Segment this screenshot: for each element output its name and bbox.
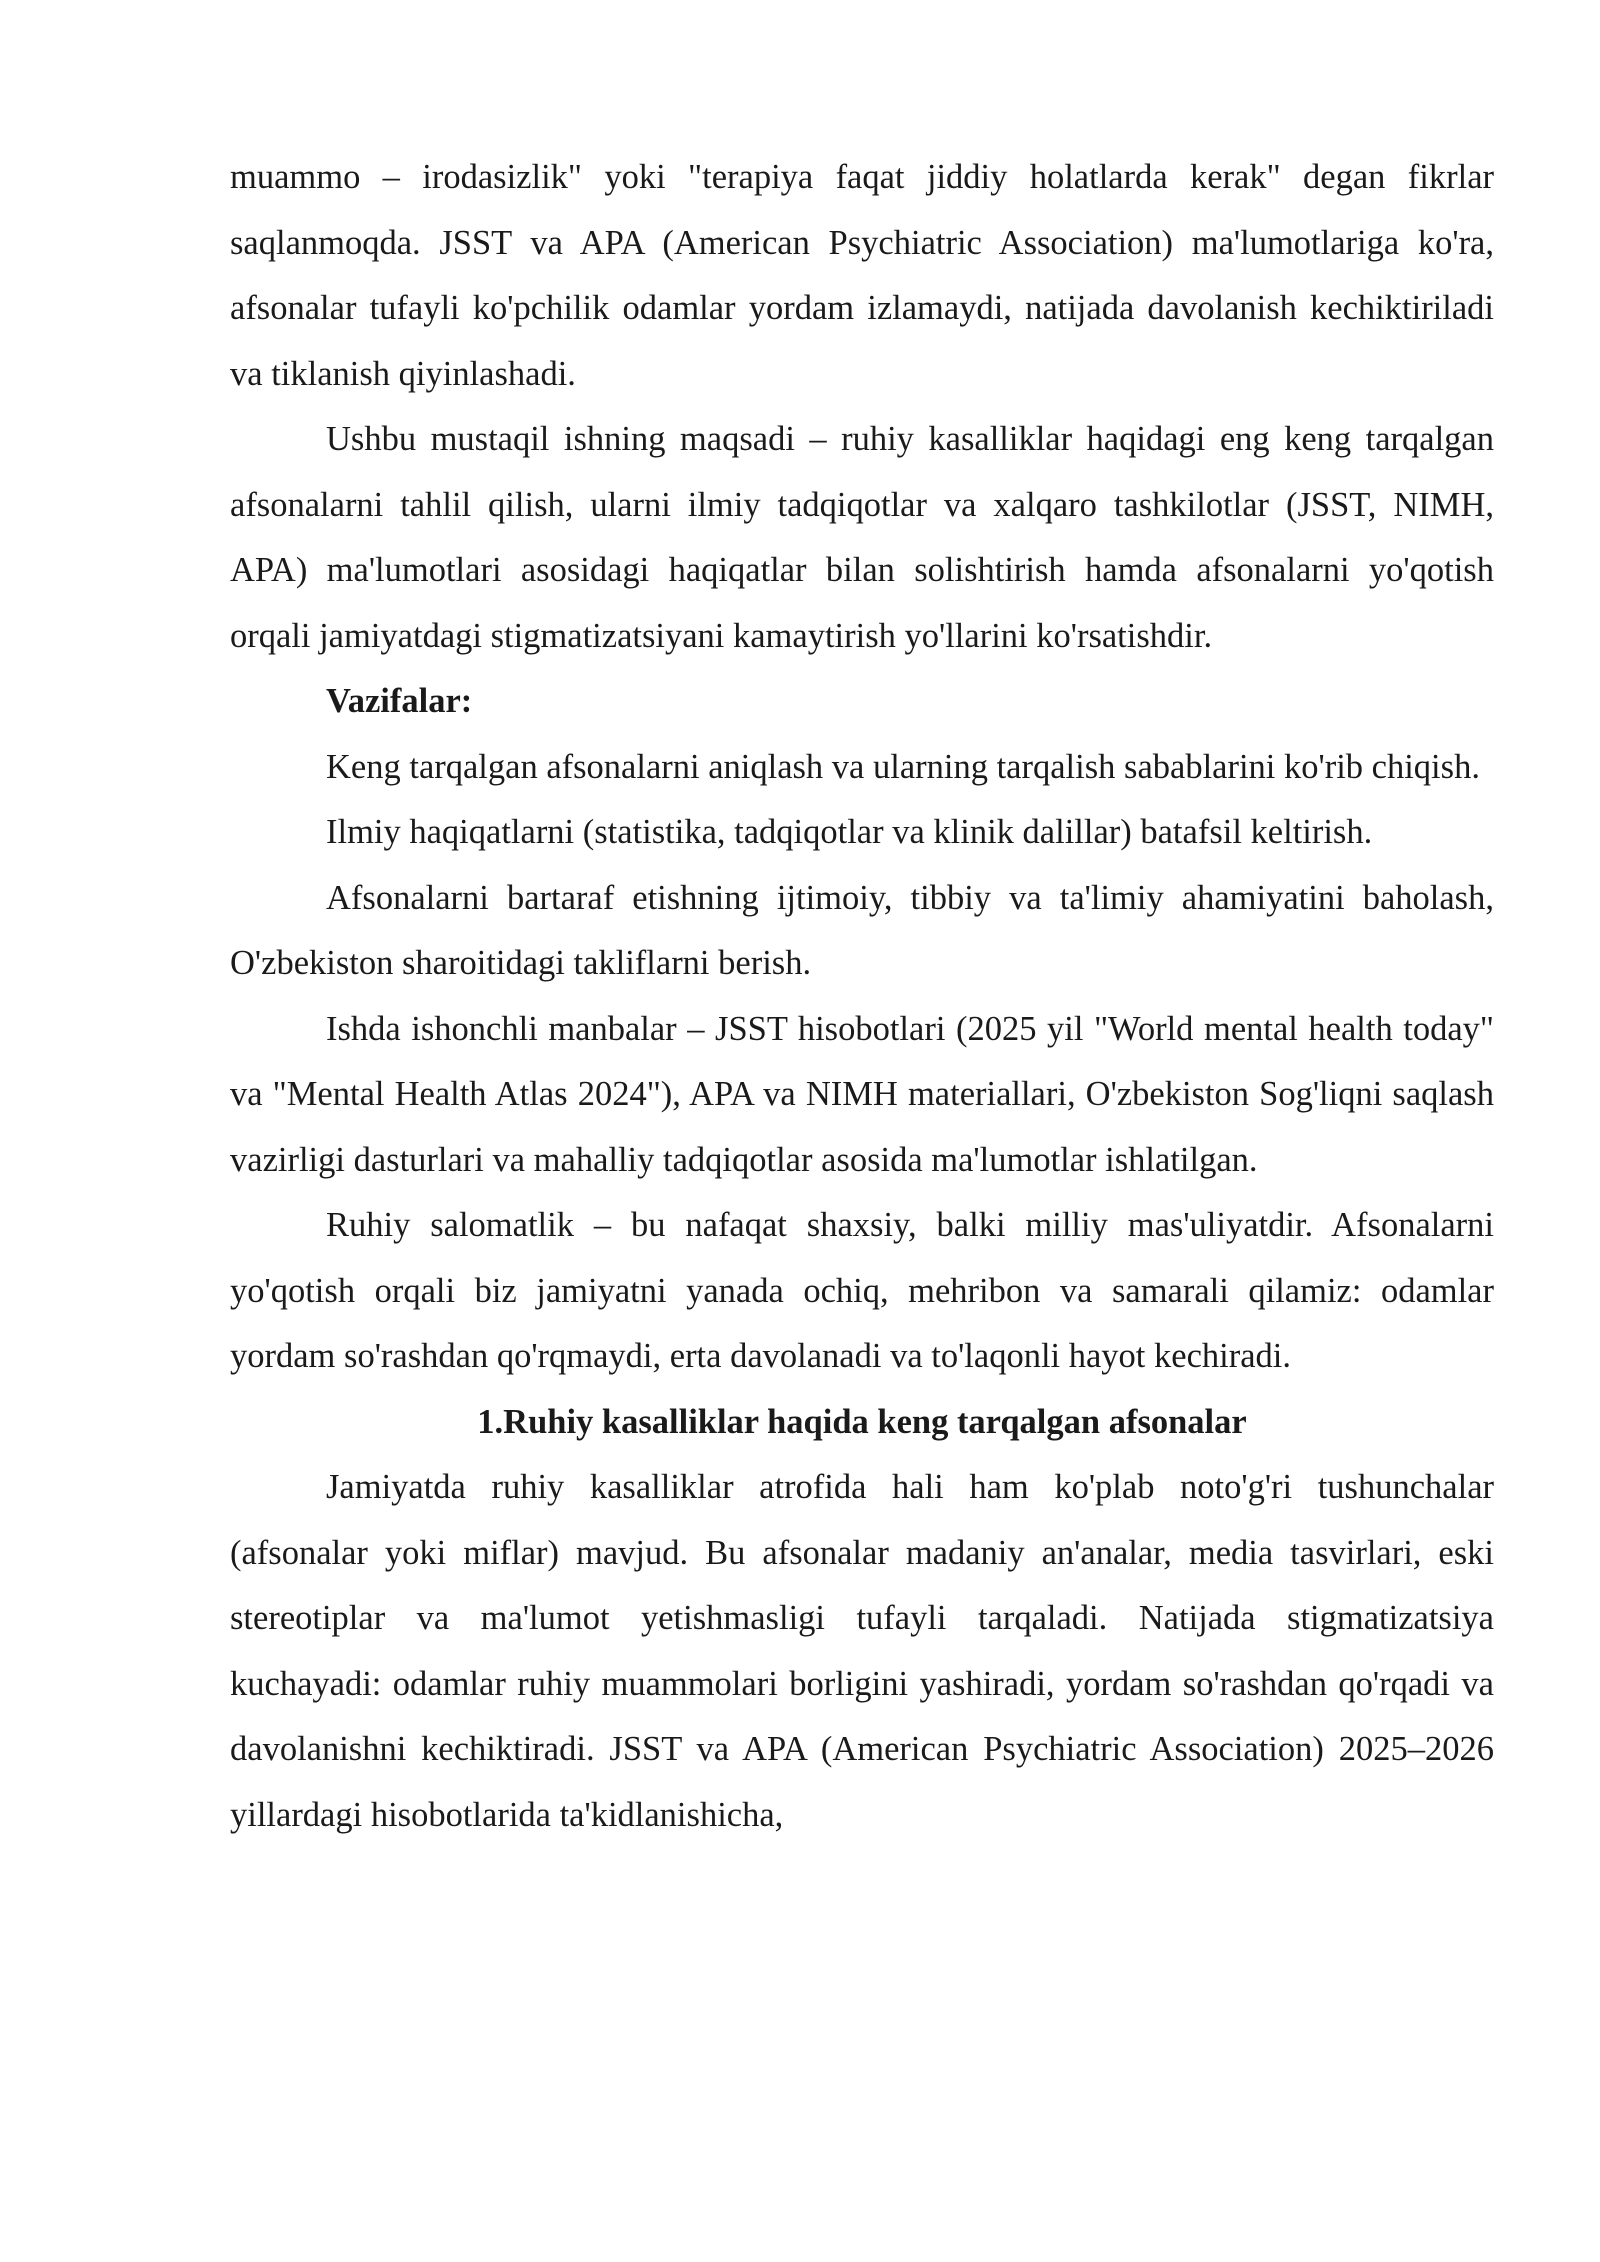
task-item-3: Afsonalarni bartaraf etishning ijtimoiy, tibbiy va ta'limiy ahamiyatini baholash, O'zbekiston sharoitidagi takliflarni berish.: [230, 878, 1494, 982]
paragraph-sources: Ishda ishonchli manbalar – JSST hisobotlari (2025 yil "World mental health today" va "Mental Health Atlas 2024"), APA va NIMH materiallari, O'zbekiston Sog'liqni saqlash vazirligi dasturlari va mahalliy tadqiqotlar asosida ma'lumotlar ishlatilgan.: [230, 1009, 1494, 1179]
task-item-2: Ilmiy haqiqatlarni (statistika, tadqiqotlar va klinik dalillar) batafsil keltirish.: [326, 813, 1373, 851]
paragraph-section-body: Jamiyatda ruhiy kasalliklar atrofida hali ham ko'plab noto'g'ri tushunchalar (afsonalar yoki miflar) mavjud. Bu afsonalar madaniy an'analar, media tasvirlari, eski stereotiplar va ma'lumot yetishmasligi tufayli tarqaladi. Natijada stigmatizatsiya kuchayadi: odamlar ruhiy muammolari borligini yashiradi, yordam so'rashdan qo'rqadi va davolanishni kechiktiradi. JSST va APA (American Psychiatric Association) 2025–2026 yillardagi hisobotlarida ta'kidlanishicha,: [230, 1468, 1494, 1834]
paragraph-conclusion: Ruhiy salomatlik – bu nafaqat shaxsiy, balki milliy mas'uliyatdir. Afsonalarni yo'qotish orqali biz jamiyatni yanada ochiq, mehribon va samarali qilamiz: odamlar yordam so'rashdan qo'rqmaydi, erta davolanadi va to'laqonli hayot kechiradi.: [230, 1206, 1494, 1375]
tasks-heading: Vazifalar:: [326, 682, 473, 720]
section-heading: 1.Ruhiy kasalliklar haqida keng tarqalgan afsonalar: [477, 1402, 1247, 1441]
paragraph-intro-continuation: muammo – irodasizlik" yoki "terapiya faqat jiddiy holatlarda kerak" degan fikrlar saqlanmoqda. JSST va APA (American Psychiatric Association) ma'lumotlariga ko'ra, afsonalar tufayli ko'pchilik odamlar yordam izlamaydi, natijada davolanish kechiktiriladi va tiklanish qiyinlashadi.: [230, 158, 1494, 393]
task-item-1: Keng tarqalgan afsonalarni aniqlash va ularning tarqalish sabablarini ko'rib chiqish.: [326, 747, 1480, 786]
document-page: [230, 145, 1494, 1848]
paragraph-purpose: Ushbu mustaqil ishning maqsadi – ruhiy kasalliklar haqidagi eng keng tarqalgan afsonalarni tahlil qilish, ularni ilmiy tadqiqotlar va xalqaro tashkilotlar (JSST, NIMH, APA) ma'lumotlari asosidagi haqiqatlar bilan solishtirish hamda afsonalarni yo'qotish orqali jamiyatdagi stigmatizatsiyani kamaytirish yo'llarini ko'rsatishdir.: [230, 420, 1494, 655]
